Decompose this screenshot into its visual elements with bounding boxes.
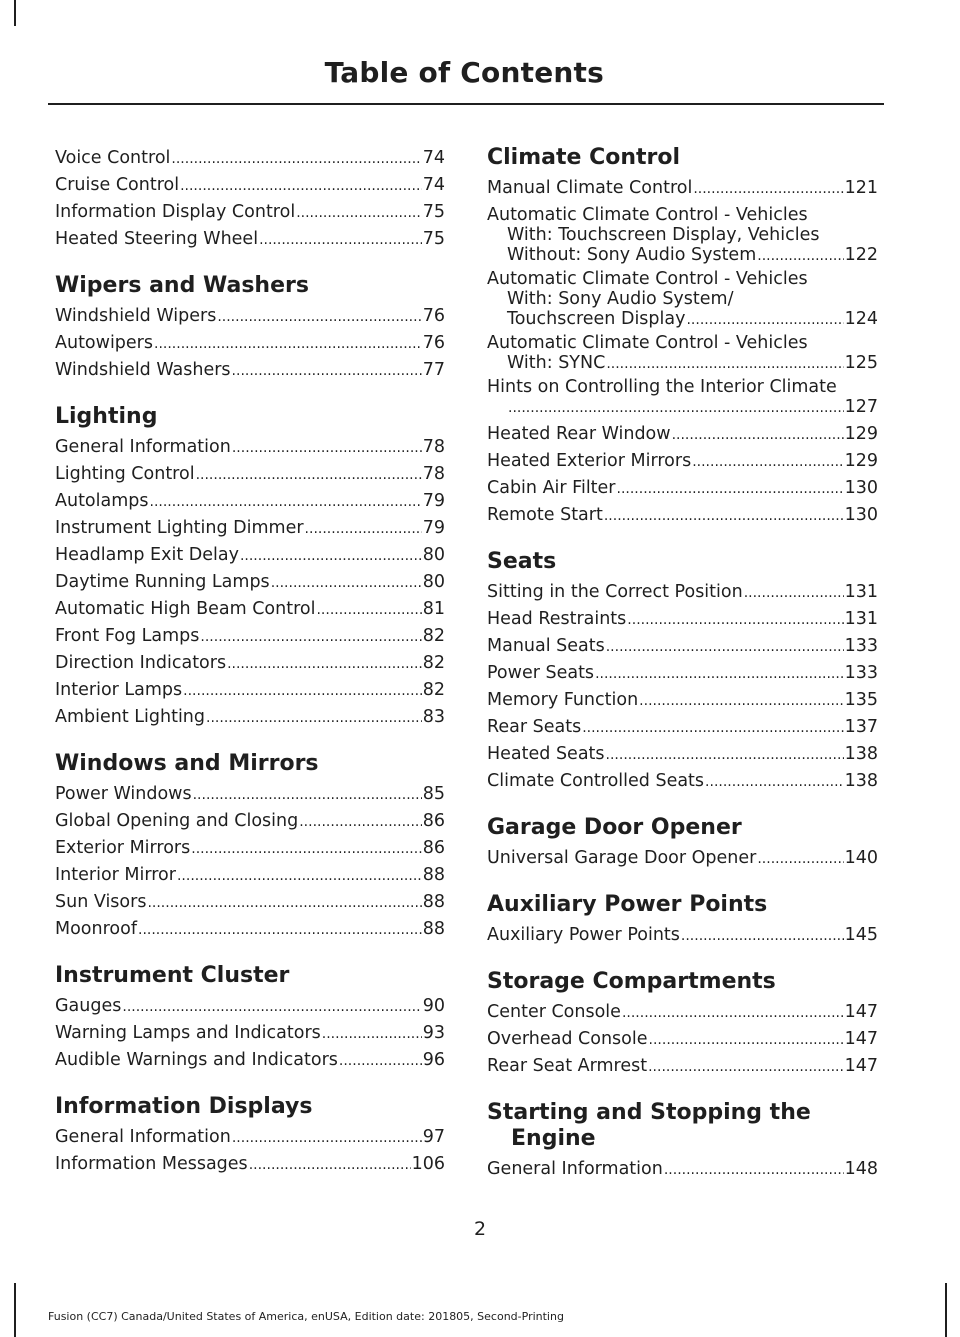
toc-entry[interactable] — [487, 175, 878, 202]
toc-entry[interactable] — [55, 569, 445, 596]
toc-page-number: 88 — [422, 919, 445, 939]
dot-leader — [180, 172, 422, 199]
toc-page-number: 122 — [844, 245, 878, 265]
toc-entry-title: Lighting Control — [55, 464, 195, 484]
toc-entry-title: Memory Function — [487, 690, 639, 710]
dot-leader — [249, 1151, 411, 1178]
toc-entry[interactable] — [487, 606, 878, 633]
dot-leader — [154, 330, 422, 357]
toc-right-column — [487, 145, 878, 1183]
dot-leader — [259, 226, 422, 253]
toc-entry[interactable] — [487, 922, 878, 949]
toc-entry[interactable] — [55, 542, 445, 569]
toc-page-number: 85 — [422, 784, 445, 804]
section-heading-line: Starting and Stopping the — [487, 1100, 811, 1125]
section-heading: Instrument Cluster — [55, 963, 290, 988]
dot-leader — [217, 303, 421, 330]
dot-leader — [757, 845, 843, 872]
toc-entry-title: Heated Exterior Mirrors — [487, 451, 692, 471]
toc-page-number: 88 — [422, 865, 445, 885]
toc-entry[interactable] — [487, 377, 878, 418]
toc-entry[interactable] — [487, 1026, 878, 1053]
toc-entry[interactable] — [55, 330, 445, 357]
toc-entry-title: Headlamp Exit Delay — [55, 545, 239, 565]
toc-entry[interactable] — [55, 488, 445, 515]
toc-page-number: 147 — [844, 1056, 878, 1076]
dot-leader — [171, 145, 421, 172]
toc-page-number: 129 — [844, 424, 878, 444]
header-divider — [48, 103, 884, 105]
toc-entry-title: Rear Seat Armrest — [487, 1056, 648, 1076]
toc-entry-title: Warning Lamps and Indicators — [55, 1023, 321, 1043]
dot-leader — [649, 1026, 844, 1053]
toc-entry[interactable] — [55, 889, 445, 916]
toc-page-number: 77 — [422, 360, 445, 380]
toc-entry-title: Heated Rear Window — [487, 424, 671, 444]
toc-entry[interactable] — [55, 145, 445, 172]
toc-page-number: 97 — [422, 1127, 445, 1147]
section-heading: Storage Compartments — [487, 969, 776, 994]
toc-entry[interactable] — [55, 596, 445, 623]
toc-left-column — [55, 145, 445, 1178]
toc-page-number: 78 — [422, 464, 445, 484]
dot-leader — [322, 1020, 422, 1047]
toc-entry-title: Audible Warnings and Indicators — [55, 1050, 338, 1070]
toc-entry[interactable] — [55, 461, 445, 488]
crop-mark-bottom-right — [945, 1283, 947, 1337]
toc-entry-title: Instrument Lighting Dimmer — [55, 518, 304, 538]
toc-entry-last-line — [487, 245, 878, 266]
toc-entry-title: Voice Control — [55, 148, 171, 168]
toc-entry-title-line: Automatic Climate Control - Vehicles — [487, 269, 808, 289]
toc-page-number: 80 — [422, 545, 445, 565]
toc-entry[interactable] — [55, 434, 445, 461]
toc-page-number: 93 — [422, 1023, 445, 1043]
section-heading: Climate Control — [487, 145, 681, 170]
toc-entry-title: Overhead Console — [487, 1029, 648, 1049]
dot-leader — [232, 1124, 422, 1151]
toc-entry-title: Center Console — [487, 1002, 621, 1022]
dot-leader — [150, 488, 422, 515]
page-title: Table of Contents — [324, 56, 604, 89]
toc-entry[interactable] — [55, 650, 445, 677]
dot-leader — [622, 999, 844, 1026]
dot-leader — [604, 502, 844, 529]
toc-entry[interactable] — [487, 845, 878, 872]
dot-leader — [639, 687, 843, 714]
dot-leader — [757, 245, 843, 266]
toc-page-number: 140 — [844, 848, 878, 868]
toc-page-number: 145 — [844, 925, 878, 945]
dot-leader — [138, 916, 422, 943]
dot-leader — [196, 461, 422, 488]
toc-page-number: 74 — [422, 175, 445, 195]
toc-entry[interactable] — [487, 999, 878, 1026]
toc-page-number: 83 — [422, 707, 445, 727]
dot-leader — [672, 421, 844, 448]
toc-entry[interactable] — [487, 421, 878, 448]
crop-mark-bottom-left — [14, 1283, 16, 1337]
toc-page-number: 131 — [844, 582, 878, 602]
toc-entry-title: Sitting in the Correct Position — [487, 582, 743, 602]
toc-page-number: 88 — [422, 892, 445, 912]
toc-entry-title: Universal Garage Door Opener — [487, 848, 757, 868]
toc-entry[interactable] — [487, 1156, 878, 1183]
toc-entry[interactable] — [487, 205, 878, 266]
toc-entry[interactable] — [55, 1151, 445, 1178]
toc-entry-title: Interior Lamps — [55, 680, 183, 700]
toc-page-number: 138 — [844, 744, 878, 764]
toc-entry[interactable] — [487, 502, 878, 529]
toc-page-number: 86 — [422, 838, 445, 858]
dot-leader — [240, 542, 422, 569]
toc-page-number: 76 — [422, 306, 445, 326]
toc-entry[interactable] — [487, 448, 878, 475]
toc-entry[interactable] — [55, 1047, 445, 1074]
toc-page-number: 135 — [844, 690, 878, 710]
dot-leader — [339, 1047, 422, 1074]
toc-entry-title: Head Restraints — [487, 609, 627, 629]
toc-page-number: 130 — [844, 505, 878, 525]
toc-page-number: 74 — [422, 148, 445, 168]
section-heading: Windows and Mirrors — [55, 751, 319, 776]
toc-entry-title: Autowipers — [55, 333, 153, 353]
dot-leader — [232, 434, 422, 461]
dot-leader — [693, 175, 843, 202]
toc-entry-title: Global Opening and Closing — [55, 811, 299, 831]
section-heading: Auxiliary Power Points — [487, 892, 768, 917]
dot-leader — [316, 596, 421, 623]
toc-page-number: 129 — [844, 451, 878, 471]
toc-entry[interactable] — [55, 1020, 445, 1047]
toc-entry-title-line: Automatic Climate Control - Vehicles — [487, 205, 808, 225]
toc-page-number: 147 — [844, 1029, 878, 1049]
toc-entry[interactable] — [487, 269, 878, 330]
dot-leader — [692, 448, 843, 475]
toc-page-number: 82 — [422, 626, 445, 646]
toc-page-number: 148 — [844, 1159, 878, 1179]
dot-leader — [147, 889, 421, 916]
toc-entry-title: Windshield Washers — [55, 360, 231, 380]
toc-entry-title-line: Without: Sony Audio System — [507, 245, 757, 265]
toc-entry[interactable] — [55, 993, 445, 1020]
toc-entry[interactable] — [487, 741, 878, 768]
toc-page-number: 81 — [422, 599, 445, 619]
toc-page-number: 137 — [844, 717, 878, 737]
toc-page-number: 130 — [844, 478, 878, 498]
toc-entry-title: Moonroof — [55, 919, 137, 939]
toc-entry[interactable] — [55, 172, 445, 199]
toc-entry-title: General Information — [487, 1159, 663, 1179]
toc-entry-title: Power Windows — [55, 784, 192, 804]
dot-leader — [582, 714, 843, 741]
toc-entry[interactable] — [487, 333, 878, 374]
toc-entry-title-line: Hints on Controlling the Interior Climate — [487, 377, 837, 397]
dot-leader — [617, 475, 844, 502]
toc-page-number: 90 — [422, 996, 445, 1016]
toc-page-number: 75 — [422, 229, 445, 249]
dot-leader — [206, 704, 422, 731]
toc-page-number: 133 — [844, 636, 878, 656]
toc-page-number: 127 — [844, 397, 878, 417]
toc-entry-title: Information Messages — [55, 1154, 248, 1174]
toc-entry[interactable] — [55, 916, 445, 943]
dot-leader — [122, 993, 421, 1020]
section-heading: Information Displays — [55, 1094, 313, 1119]
toc-entry-title: Daytime Running Lamps — [55, 572, 270, 592]
toc-page-number: 96 — [422, 1050, 445, 1070]
toc-page-number: 82 — [422, 680, 445, 700]
toc-page-number: 79 — [422, 518, 445, 538]
section-heading: Seats — [487, 549, 557, 574]
dot-leader — [744, 579, 844, 606]
toc-entry-title-line: Automatic Climate Control - Vehicles — [487, 333, 808, 353]
toc-entry[interactable] — [487, 660, 878, 687]
toc-entry-title: Heated Seats — [487, 744, 605, 764]
toc-entry[interactable] — [55, 357, 445, 384]
toc-entry[interactable] — [487, 579, 878, 606]
toc-page-number: 124 — [844, 309, 878, 329]
dot-leader — [191, 835, 421, 862]
dot-leader — [606, 741, 844, 768]
toc-entry-title: Cruise Control — [55, 175, 180, 195]
section-heading: Lighting — [55, 404, 158, 429]
dot-leader — [271, 569, 422, 596]
toc-entry[interactable] — [55, 623, 445, 650]
dot-leader — [606, 633, 844, 660]
toc-entry[interactable] — [487, 768, 878, 795]
dot-leader — [183, 677, 422, 704]
toc-page-number: 131 — [844, 609, 878, 629]
toc-entry-title-line: With: Sony Audio System/ — [507, 289, 734, 309]
toc-entry-title-line: With: Touchscreen Display, Vehicles — [507, 225, 820, 245]
toc-entry-title-line: With: SYNC — [507, 353, 606, 373]
toc-page-number: 75 — [422, 202, 445, 222]
toc-page-number: 78 — [422, 437, 445, 457]
dot-leader — [200, 623, 421, 650]
dot-leader — [299, 808, 422, 835]
toc-entry[interactable] — [487, 714, 878, 741]
crop-mark-top-left — [14, 0, 16, 26]
toc-entry-title-line: Touchscreen Display — [507, 309, 686, 329]
toc-entry-title: Auxiliary Power Points — [487, 925, 680, 945]
toc-entry[interactable] — [487, 687, 878, 714]
toc-page-number: 79 — [422, 491, 445, 511]
dot-leader — [305, 515, 422, 542]
page-number: 2 — [473, 1218, 487, 1240]
toc-entry[interactable] — [55, 199, 445, 226]
toc-entry-title: Information Display Control — [55, 202, 296, 222]
section-heading-line: Engine — [511, 1126, 596, 1151]
dot-leader — [664, 1156, 844, 1183]
toc-entry[interactable] — [55, 303, 445, 330]
toc-entry-title: Power Seats — [487, 663, 595, 683]
toc-page-number: 80 — [422, 572, 445, 592]
dot-leader — [193, 781, 422, 808]
toc-entry-title: Direction Indicators — [55, 653, 227, 673]
section-heading — [487, 1100, 878, 1152]
dot-leader — [177, 862, 422, 889]
dot-leader — [508, 397, 844, 418]
dot-leader — [648, 1053, 843, 1080]
toc-entry-title: Rear Seats — [487, 717, 582, 737]
toc-entry-last-line — [487, 353, 878, 374]
toc-page-number: 133 — [844, 663, 878, 683]
dot-leader — [296, 199, 422, 226]
dot-leader — [681, 922, 844, 949]
toc-page-number: 121 — [844, 178, 878, 198]
dot-leader — [227, 650, 422, 677]
toc-entry[interactable] — [487, 1053, 878, 1080]
toc-entry-title: Windshield Wipers — [55, 306, 217, 326]
dot-leader — [686, 309, 843, 330]
toc-entry[interactable] — [55, 862, 445, 889]
toc-entry[interactable] — [487, 475, 878, 502]
toc-entry-title: Front Fog Lamps — [55, 626, 200, 646]
toc-entry[interactable] — [55, 835, 445, 862]
toc-entry-title: Climate Controlled Seats — [487, 771, 705, 791]
dot-leader — [606, 353, 843, 374]
toc-page-number: 147 — [844, 1002, 878, 1022]
toc-entry-title: Manual Climate Control — [487, 178, 693, 198]
toc-page-number: 76 — [422, 333, 445, 353]
toc-page-number: 125 — [844, 353, 878, 373]
toc-entry[interactable] — [55, 226, 445, 253]
toc-page-number: 86 — [422, 811, 445, 831]
toc-entry[interactable] — [55, 1124, 445, 1151]
toc-entry[interactable] — [487, 633, 878, 660]
toc-entry-last-line — [487, 309, 878, 330]
toc-entry[interactable] — [55, 515, 445, 542]
toc-entry-title: Remote Start — [487, 505, 603, 525]
toc-entry-title: Cabin Air Filter — [487, 478, 616, 498]
toc-page-number: 82 — [422, 653, 445, 673]
toc-entry-title: Manual Seats — [487, 636, 605, 656]
toc-entry[interactable] — [55, 704, 445, 731]
toc-entry[interactable] — [55, 808, 445, 835]
toc-entry-last-line — [487, 397, 878, 418]
section-heading: Wipers and Washers — [55, 273, 309, 298]
dot-leader — [705, 768, 844, 795]
toc-page-number: 138 — [844, 771, 878, 791]
section-heading: Garage Door Opener — [487, 815, 742, 840]
toc-page-number: 106 — [411, 1154, 445, 1174]
toc-entry-title: Interior Mirror — [55, 865, 176, 885]
toc-entry-title: Gauges — [55, 996, 122, 1016]
toc-entry-title: Sun Visors — [55, 892, 147, 912]
dot-leader — [232, 357, 422, 384]
toc-entry-title: Autolamps — [55, 491, 149, 511]
toc-entry[interactable] — [55, 677, 445, 704]
toc-entry-title: Ambient Lighting — [55, 707, 206, 727]
dot-leader — [627, 606, 843, 633]
toc-entry[interactable] — [55, 781, 445, 808]
footer-edition-info: Fusion (CC7) Canada/United States of America, enUSA, Edition date: 201805, Second-Printing — [48, 1310, 564, 1323]
toc-entry-title: General Information — [55, 437, 231, 457]
toc-entry-title: Exterior Mirrors — [55, 838, 191, 858]
toc-entry-title: Heated Steering Wheel — [55, 229, 259, 249]
dot-leader — [595, 660, 844, 687]
toc-entry-title: General Information — [55, 1127, 231, 1147]
toc-entry-title: Automatic High Beam Control — [55, 599, 316, 619]
